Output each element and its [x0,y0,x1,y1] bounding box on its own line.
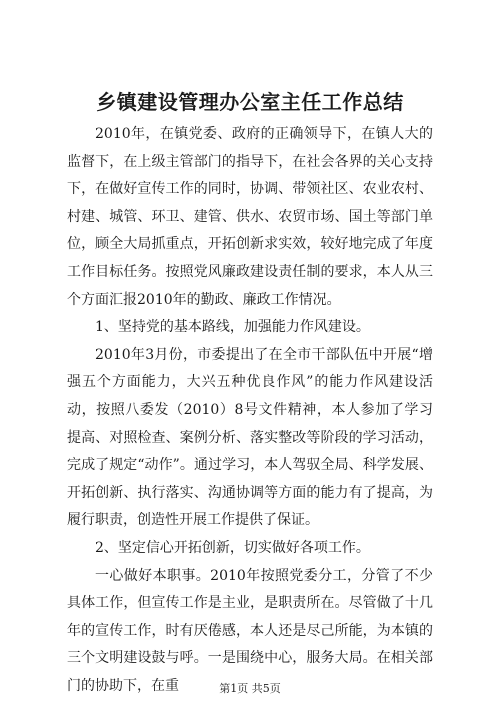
page-footer: 第1页 共5页 [219,682,281,695]
paragraph-intro: 2010年，在镇党委、政府的正确领导下，在镇人大的监督下，在上级主管部门的指导下，在社会各界的关心支持下，在做好宣传工作的同时，协调、带领社区、农业农村、村建、城管、环卫、建管、供水、农贸市场、国土等部门单位，顾全大局抓重点，开拓创新求实效，较好地完成了年度工作目标任务。按照党风廉政建设责任制的要求，本人从三个方面汇报2010年的勤政、廉政工作情况。 [67,126,433,308]
paragraph-section-1: 2010年3月份，市委提出了在全市干部队伍中开展“增强五个方面能力，大兴五种优良作风”的能力作风建设活动，按照八委发（2010）8号文件精神，本人参加了学习提高、对照检查、案例分析、落实整改等阶段的学习活动，完成了规定“动作”。通过学习，本人驾驭全局、科学发展、开拓创新、执行落实、沟通协调等方面的能力有了提高，为履行职责，创造性开展工作提供了保证。 [67,346,433,529]
document-title: 乡镇建设管理办公室主任工作总结 [96,90,404,114]
paragraph-heading-1: 1、坚持党的基本路线，加强能力作风建设。 [95,319,370,336]
paragraph-section-2: 一心做好本职事。2010年按照党委分工，分管了不少具体工作，但宣传工作是主业，是职责所在。尽管做了十几年的宣传工作，时有厌倦感，本人还是尽己所能，为本镇的三个文明建设鼓与呼。一是围绕中心，服务大局。在相关部门的协助下，在重 [67,567,433,694]
document-body [67,121,433,700]
paragraph-heading-2: 2、坚定信心开拓创新，切实做好各项工作。 [95,539,370,556]
